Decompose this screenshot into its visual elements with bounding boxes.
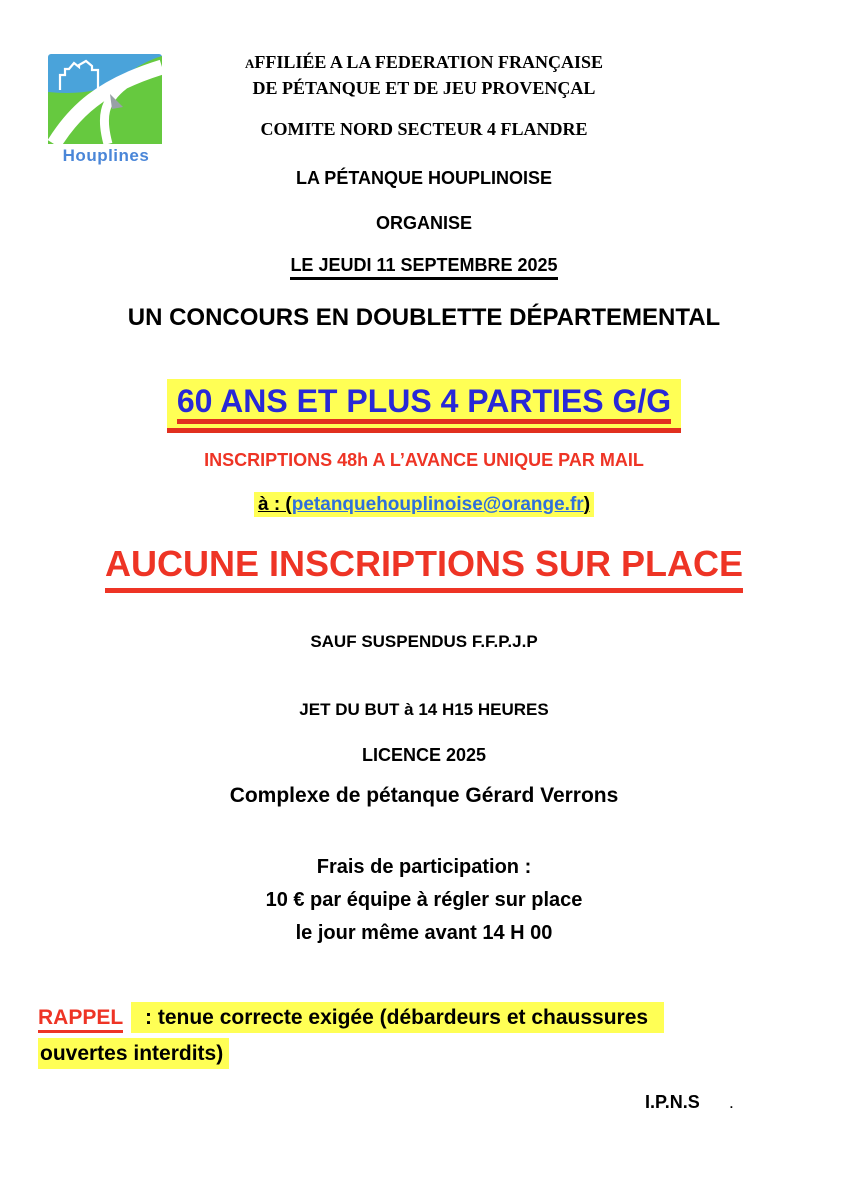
committee-line: COMITE NORD SECTEUR 4 FLANDRE	[260, 119, 588, 139]
category-banner	[0, 379, 848, 433]
email-suffix: )	[583, 494, 591, 515]
email-highlight	[254, 492, 594, 517]
affiliation-line1	[0, 50, 848, 76]
venue-line: Complexe de pétanque Gérard Verrons	[229, 784, 619, 807]
start-time-line: JET DU BUT à 14 H15 HEURES	[299, 700, 549, 719]
email-line	[0, 494, 848, 516]
reminder-text-line1: : tenue correcte exigée (débardeurs et chaussures	[131, 1002, 664, 1033]
no-onsite-warning-text: AUCUNE INSCRIPTIONS SUR PLACE	[105, 543, 743, 593]
reminder-text-line2: ouvertes interdits)	[38, 1038, 229, 1069]
category-banner-highlight	[167, 379, 681, 433]
ipns-trailing-dot: .	[729, 1097, 734, 1111]
houplines-logo-label: Houplines	[62, 146, 150, 165]
email-prefix: à : (	[257, 494, 292, 515]
event-date: LE JEUDI 11 SEPTEMBRE 2025	[290, 255, 557, 280]
organise-line: ORGANISE	[375, 213, 472, 233]
fees-block	[0, 851, 848, 950]
category-text: 60 ANS ET PLUS 4 PARTIES G/G	[177, 384, 671, 424]
fees-line1: Frais de participation :	[316, 856, 532, 878]
suspended-rule: SAUF SUSPENDUS F.F.P.J.P	[310, 632, 538, 651]
fees-line2: 10 € par équipe à régler sur place	[265, 889, 583, 911]
contest-title: UN CONCOURS EN DOUBLETTE DÉPARTEMENTAL	[127, 304, 721, 331]
event-date-line	[0, 255, 848, 280]
ipns-note	[645, 1092, 733, 1113]
reminder-label: RAPPEL	[38, 1006, 123, 1033]
affiliation-small-cap: A	[244, 56, 255, 71]
inscriptions-notice: INSCRIPTIONS 48h A L’AVANCE UNIQUE PAR MAIL	[204, 450, 644, 470]
federation-affiliation	[0, 50, 848, 101]
no-onsite-warning	[0, 543, 848, 593]
ipns-text: I.P.N.S	[645, 1092, 700, 1112]
club-name: LA PÉTANQUE HOUPLINOISE	[295, 168, 553, 188]
licence-line: LICENCE 2025	[361, 745, 487, 765]
affiliation-line1-text: FFILIÉE A LA FEDERATION FRANÇAISE	[254, 52, 604, 72]
fees-line3: le jour même avant 14 H 00	[295, 922, 553, 944]
reminder	[38, 1000, 810, 1072]
affiliation-line2: DE PÉTANQUE ET DE JEU PROVENÇAL	[252, 78, 596, 98]
email-link[interactable]: petanquehouplinoise@orange.fr	[291, 494, 584, 515]
